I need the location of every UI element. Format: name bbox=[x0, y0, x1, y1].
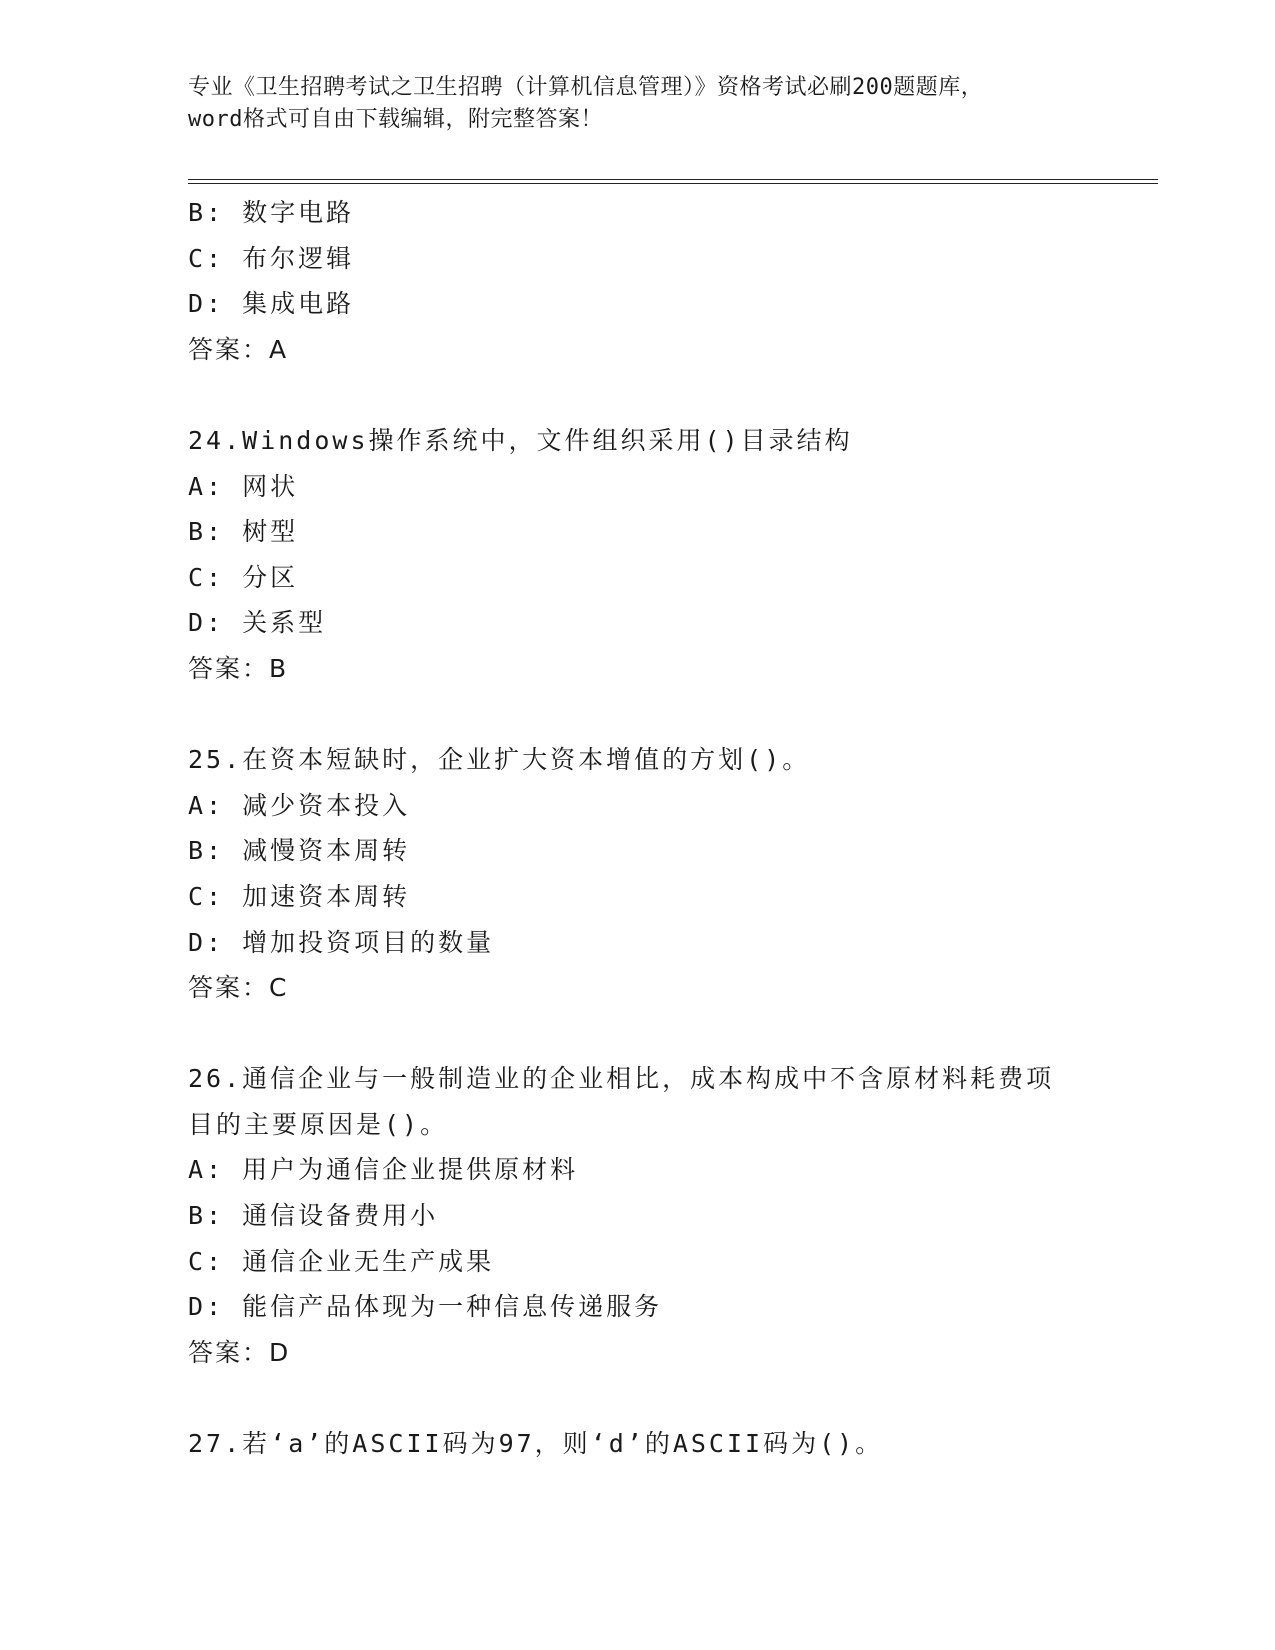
question-24 bbox=[188, 418, 1158, 692]
question-25-answer: 答案：C bbox=[188, 973, 289, 1003]
question-26-stem-line-1: 26.通信企业与一般制造业的企业相比，成本构成中不含原材料耗费项 bbox=[188, 1064, 1055, 1094]
question-27 bbox=[188, 1421, 1158, 1467]
question-24-option-c: C: 分区 bbox=[188, 562, 299, 592]
question-23-option-b: B: 数字电路 bbox=[188, 198, 355, 227]
question-24-stem: 24.Windows操作系统中，文件组织采用()目录结构 bbox=[188, 425, 853, 455]
question-23-option-d: D: 集成电路 bbox=[188, 289, 355, 319]
question-25-option-d: D: 增加投资项目的数量 bbox=[188, 927, 495, 957]
question-26-answer: 答案：D bbox=[188, 1337, 291, 1367]
question-24-option-a: A: 网状 bbox=[188, 471, 299, 501]
question-25 bbox=[188, 737, 1158, 1011]
question-23-option-c: C: 布尔逻辑 bbox=[188, 243, 355, 273]
question-list bbox=[188, 190, 1158, 1467]
question-26 bbox=[188, 1056, 1158, 1375]
question-26-option-c: C: 通信企业无生产成果 bbox=[188, 1246, 495, 1276]
spacer bbox=[188, 692, 1158, 738]
question-26-option-b: B: 通信设备费用小 bbox=[188, 1201, 439, 1231]
header-title-line-1: 专业《卫生招聘考试之卫生招聘（计算机信息管理）》资格考试必刷200题题库， bbox=[188, 75, 984, 100]
spacer bbox=[188, 1011, 1158, 1057]
question-23-answer: 答案：A bbox=[188, 334, 289, 364]
header-title-line-2: word格式可自由下载编辑，附完整答案！ bbox=[188, 107, 603, 132]
question-24-option-b: B: 树型 bbox=[188, 517, 299, 547]
question-23-tail bbox=[188, 190, 1158, 372]
spacer bbox=[188, 372, 1158, 418]
page-header bbox=[188, 72, 1088, 136]
spacer bbox=[188, 1375, 1158, 1421]
question-25-option-a: A: 减少资本投入 bbox=[188, 790, 411, 820]
question-25-stem: 25.在资本短缺时，企业扩大资本增值的方划()。 bbox=[188, 745, 811, 775]
question-27-stem: 27.若‘a’的ASCII码为97，则‘d’的ASCII码为()。 bbox=[188, 1429, 884, 1459]
question-24-answer: 答案：B bbox=[188, 653, 289, 683]
question-26-option-d: D: 能信产品体现为一种信息传递服务 bbox=[188, 1292, 663, 1322]
header-double-rule bbox=[188, 179, 1158, 184]
question-25-option-c: C: 加速资本周转 bbox=[188, 881, 411, 911]
question-24-option-d: D: 关系型 bbox=[188, 608, 327, 638]
question-26-stem-line-2: 目的主要原因是()。 bbox=[188, 1109, 449, 1139]
question-25-option-b: B: 减慢资本周转 bbox=[188, 836, 411, 866]
question-26-option-a: A: 用户为通信企业提供原材料 bbox=[188, 1155, 579, 1185]
